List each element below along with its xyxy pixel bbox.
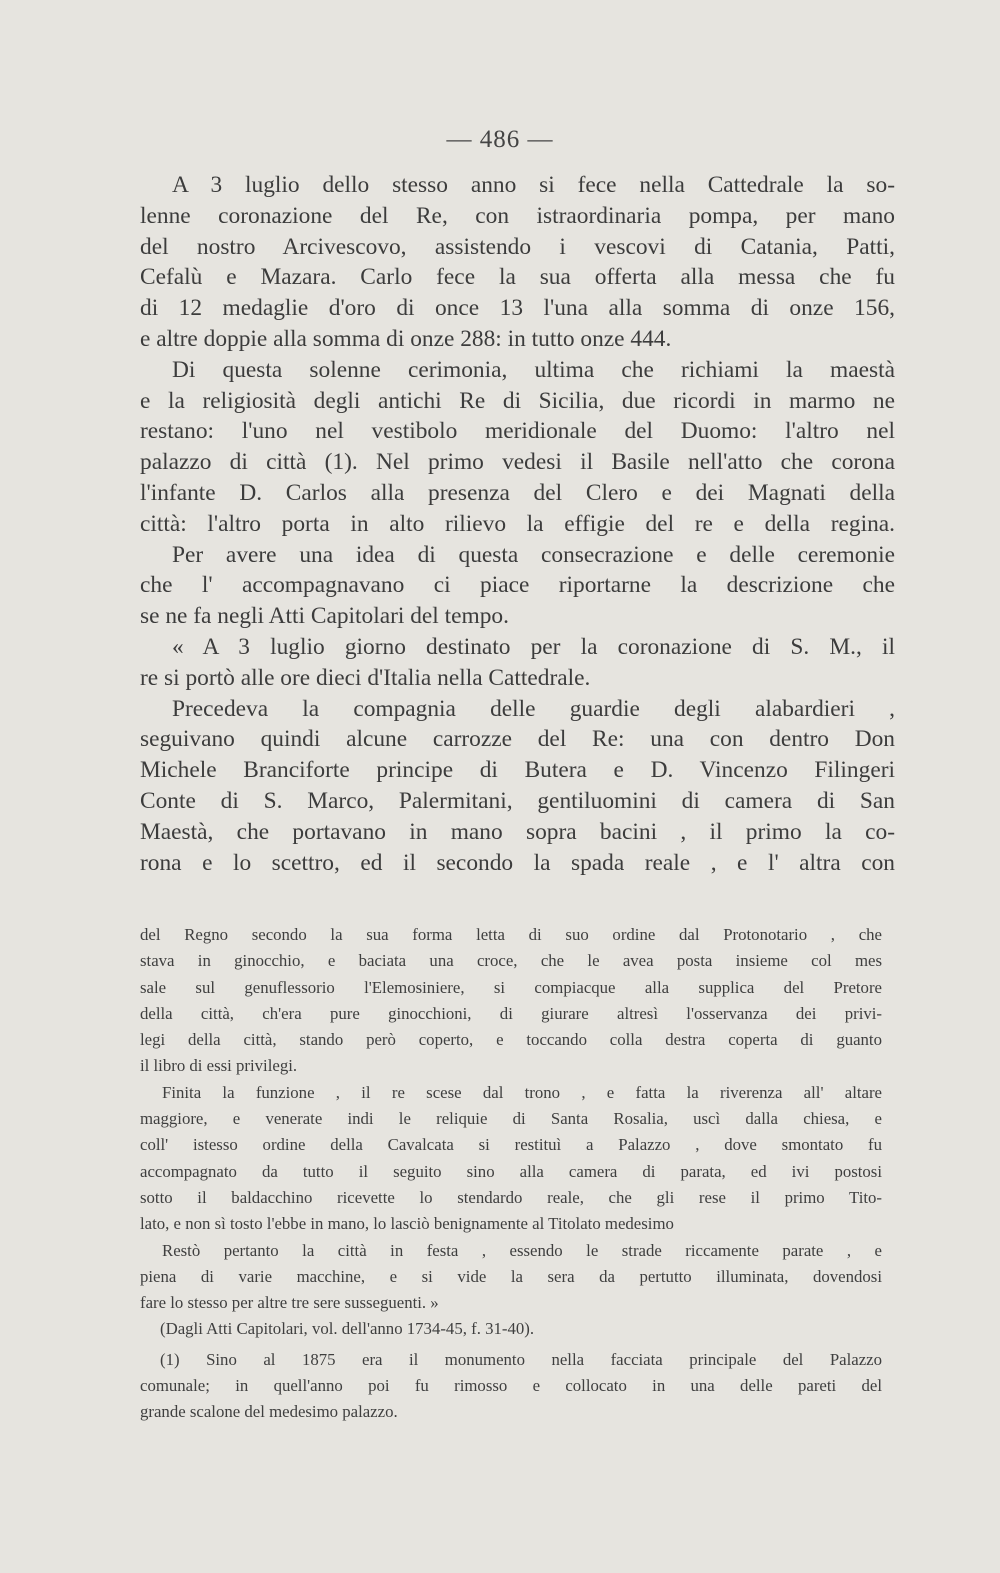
footnote-block: [140, 922, 882, 1426]
footnote-line: accompagnato da tutto il seguito sino alla camera di parata, ed ivi postosi: [140, 1161, 882, 1181]
text-line: se ne fa negli Atti Capitolari del tempo.: [140, 603, 509, 630]
footnote-line: fare lo stesso per altre tre sere susseguenti. »: [140, 1293, 439, 1313]
footnote-line: piena di varie macchine, e si vide la sera da pertutto illuminata, dovendosi: [140, 1266, 882, 1286]
footnote-line: stava in ginocchio, e baciata una croce, che le avea posta insieme col mes: [140, 951, 882, 971]
text-line: Cefalù e Mazara. Carlo fece la sua offerta alla messa che fu: [140, 264, 895, 291]
text-line: Precedeva la compagnia delle guardie degli alabardieri ,: [172, 695, 895, 722]
text-line: re si portò alle ore dieci d'Italia nella Cattedrale.: [140, 664, 591, 691]
footnote-line: del Regno secondo la sua forma letta di suo ordine dal Protonotario , che: [140, 925, 882, 944]
text-line: Di questa solenne cerimonia, ultima che richiami la maestà: [172, 356, 895, 383]
footnote-line: Restò pertanto la città in festa , essendo le strade riccamente parate , e: [162, 1240, 882, 1260]
text-line: del nostro Arcivescovo, assistendo i vescovi di Catania, Patti,: [140, 233, 895, 260]
footnote-line: lato, e non sì tosto l'ebbe in mano, lo lasciò benignamente al Titolato medesimo: [140, 1214, 674, 1234]
footnote-line: (Dagli Atti Capitolari, vol. dell'anno 1734-45, f. 31-40).: [160, 1319, 535, 1339]
text-line: restano: l'uno nel vestibolo meridionale del Duomo: l'altro nel: [140, 418, 895, 445]
text-line: palazzo di città (1). Nel primo vedesi il Basile nell'atto che corona: [140, 449, 895, 476]
footnote-line: coll' istesso ordine della Cavalcata si restituì a Palazzo , dove smontato fu: [140, 1135, 882, 1155]
text-line: di 12 medaglie d'oro di once 13 l'una alla somma di onze 156,: [140, 295, 895, 322]
text-line: A 3 luglio dello stesso anno si fece nella Cattedrale la so-: [172, 172, 895, 198]
footnote-line: sotto il baldacchino ricevette lo stendardo reale, che gli rese il primo Tito-: [140, 1187, 882, 1207]
text-line: Per avere una idea di questa consecrazione e delle ceremonie: [172, 541, 895, 568]
text-line: e altre doppie alla somma di onze 288: in tutto onze 444.: [140, 325, 672, 352]
footnote-line: legi della città, stando però coperto, e toccando colla destra coperta di guanto: [140, 1030, 882, 1050]
text-line: Conte di S. Marco, Palermitani, gentiluomini di camera di San: [140, 787, 895, 814]
text-line: rona e lo scettro, ed il secondo la spada reale , e l' altra con: [140, 849, 895, 876]
text-line: seguivano quindi alcune carrozze del Re: una con dentro Don: [140, 726, 895, 753]
text-line: « A 3 luglio giorno destinato per la coronazione di S. M., il: [172, 633, 895, 660]
footnote-line: Finita la funzione , il re scese dal trono , e fatta la riverenza all' altare: [162, 1082, 882, 1102]
footnote-line: grande scalone del medesimo palazzo.: [140, 1402, 398, 1422]
page-number: — 486 —: [446, 126, 554, 153]
footnote-line: il libro di essi privilegi.: [140, 1056, 298, 1076]
text-line: città: l'altro porta in alto rilievo la effigie del re e della regina.: [140, 510, 895, 537]
footnote-line: comunale; in quell'anno poi fu rimosso e collocato in una delle pareti del: [140, 1376, 882, 1396]
footnote-line: maggiore, e venerate indi le reliquie di Santa Rosalia, uscì dalla chiesa, e: [140, 1109, 882, 1129]
text-line: Michele Branciforte principe di Butera e D. Vincenzo Filingeri: [140, 757, 895, 784]
footnote-line: (1) Sino al 1875 era il monumento nella facciata principale del Palazzo: [160, 1349, 882, 1369]
main-text-block: [140, 170, 895, 878]
text-line: Maestà, che portavano in mano sopra bacini , il primo la co-: [140, 818, 895, 845]
text-line: e la religiosità degli antichi Re di Sicilia, due ricordi in marmo ne: [140, 387, 895, 414]
text-line: lenne coronazione del Re, con istraordinaria pompa, per mano: [140, 202, 895, 229]
text-line: l'infante D. Carlos alla presenza del Clero e dei Magnati della: [140, 479, 895, 506]
footnote-line: sale sul genuflessorio l'Elemosiniere, si compiacque alla supplica del Pretore: [140, 977, 882, 997]
text-line: che l' accompagnavano ci piace riportarne la descrizione che: [140, 572, 895, 599]
footnote-line: della città, ch'era pure ginocchioni, di giurare altresì l'osservanza dei privi-: [140, 1003, 882, 1023]
